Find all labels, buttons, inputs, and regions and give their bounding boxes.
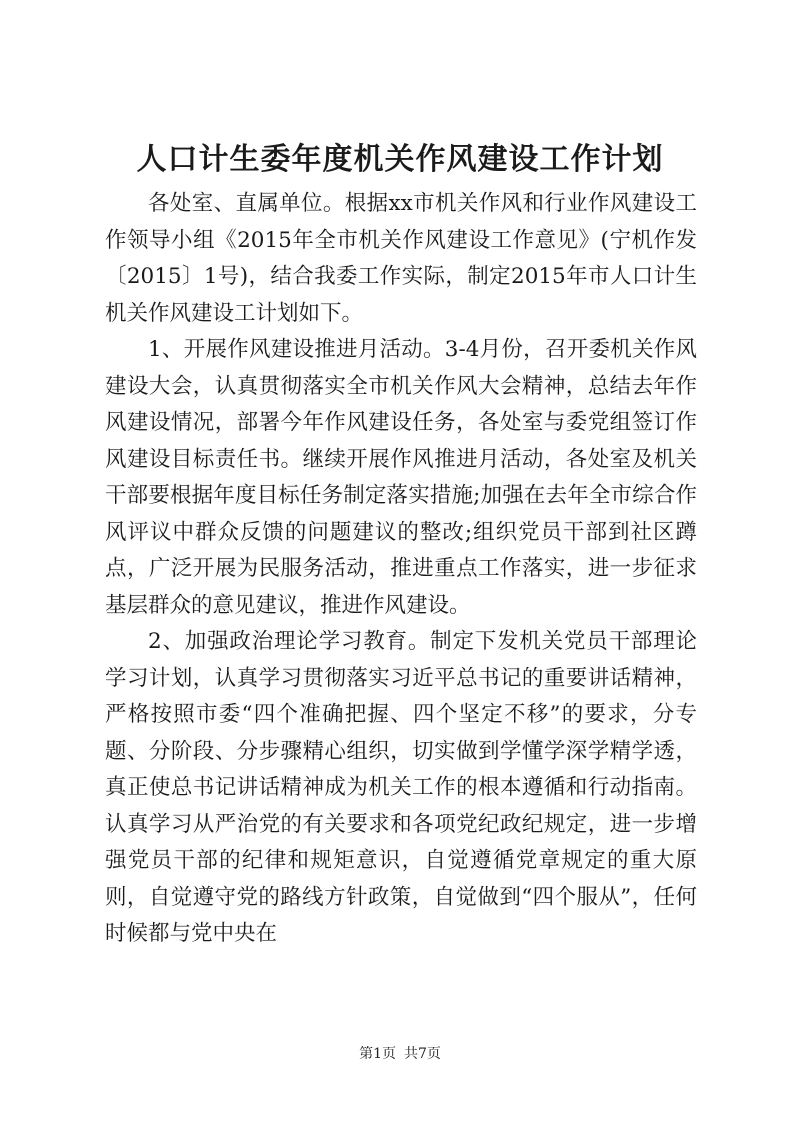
document-title: 人口计生委年度机关作风建设工作计划 — [136, 142, 664, 177]
page-number: 第1页 — [359, 1046, 396, 1062]
document-body — [105, 186, 697, 953]
page-total: 共7页 — [404, 1046, 441, 1062]
paragraph-item-1: 1、开展作风建设推进月活动。3-4月份，召开委机关作风建设大会，认真贯彻落实全市机关作风大会精神，总结去年作风建设情况，部署今年作风建设任务，各处室与委党组签订作风建设目标责任书。继续开展作风推进月活动，各处室及机关干部要根据年度目标任务制定落实措施;加强在去年全市综合作风评议中群众反馈的问题建议的整改;组织党员干部到社区蹲点，广泛开展为民服务活动，推进重点工作落实，进一步征求基层群众的意见建议，推进作风建设。 — [105, 337, 697, 618]
page-footer — [0, 1044, 800, 1064]
paragraph-intro: 各处室、直属单位。根据xx市机关作风和行业作风建设工作领导小组《2015年全市机关作风建设工作意见》(宁机作发〔2015〕1号)，结合我委工作实际，制定2015年市人口计生机关作风建设工计划如下。 — [105, 191, 697, 326]
paragraph-item-2: 2、加强政治理论学习教育。制定下发机关党员干部理论学习计划，认真学习贯彻落实习近平总书记的重要讲话精神，严格按照市委“四个准确把握、四个坚定不移”的要求，分专题、分阶段、分步骤精心组织，切实做到学懂学深学精学透，真正使总书记讲话精神成为机关工作的根本遵循和行动指南。认真学习从严治党的有关要求和各项党纪政纪规定，进一步增强党员干部的纪律和规矩意识，自觉遵循党章规定的重大原则，自觉遵守党的路线方针政策，自觉做到“四个服从”，任何时候都与党中央在 — [105, 629, 697, 946]
